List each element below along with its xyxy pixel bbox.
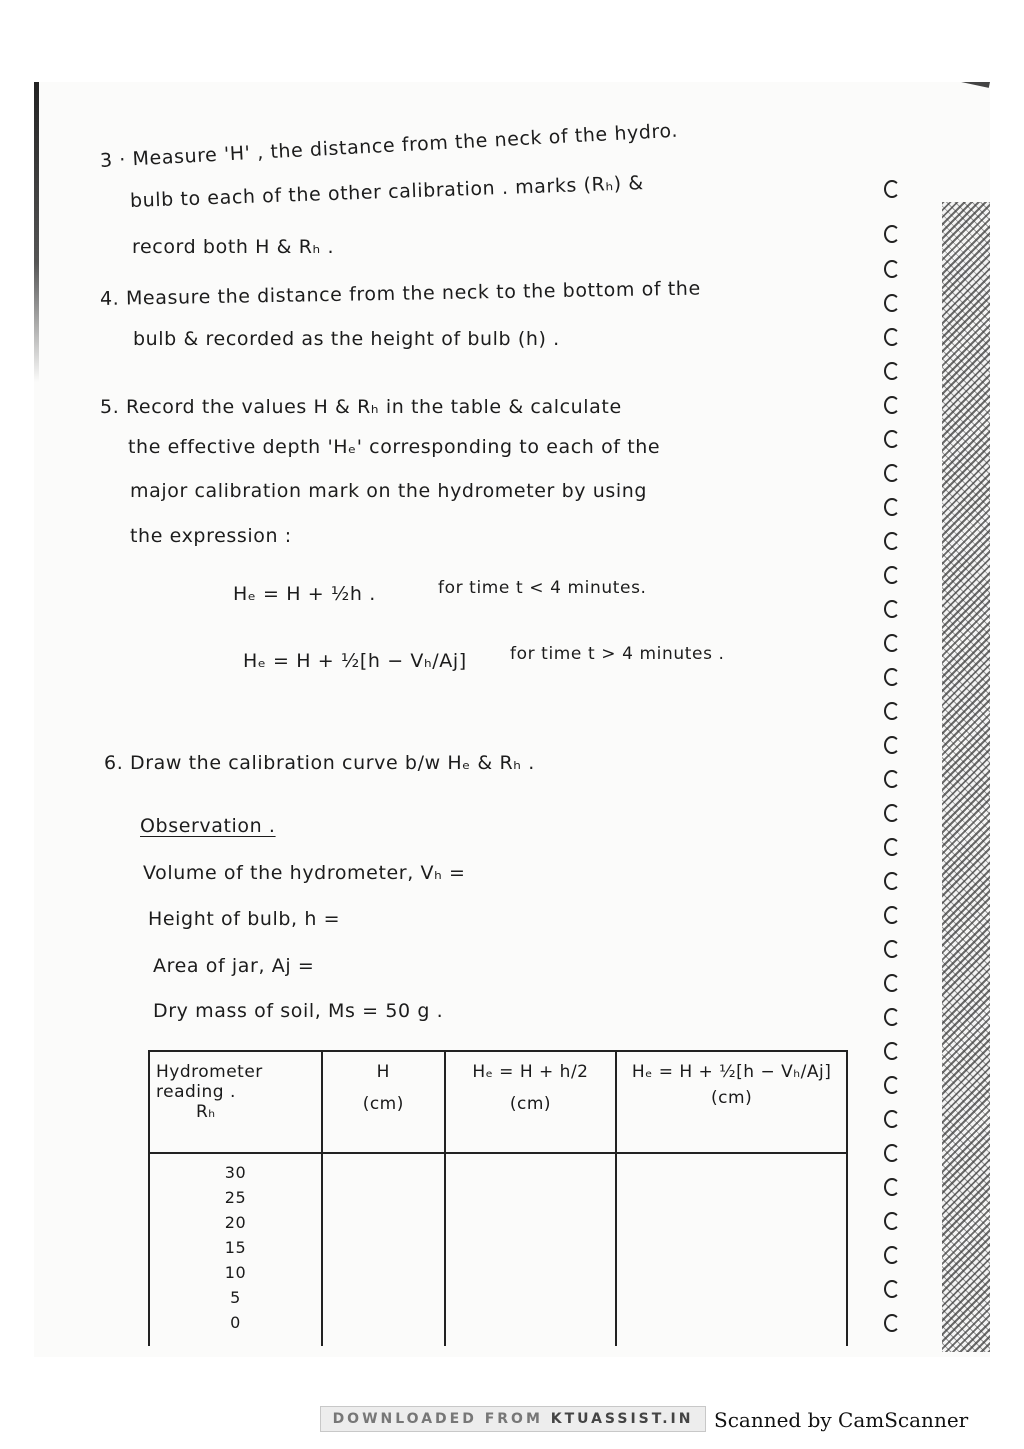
spiral-ring-icon [884,634,900,652]
col-he-long [616,1051,847,1153]
spiral-ring-icon [884,328,900,346]
spiral-ring-icon [884,532,900,550]
spiral-ring-icon [884,1076,900,1094]
reading-value: 5 [230,1288,241,1307]
formula-short-time: Hₑ = H + ½h . [233,583,376,605]
spiral-ring-icon [884,1178,900,1196]
observation-table [148,1050,848,1346]
spiral-ring-icon [884,974,900,992]
spiral-ring-icon [884,1246,900,1264]
spiral-ring-icon [884,668,900,686]
spiral-ring-icon [884,736,900,754]
spiral-ring-icon [884,872,900,890]
readings-cell [149,1153,322,1346]
col-4-line-1: Hₑ = H + ½[h − Vₕ/Aj] [631,1062,832,1082]
spiral-ring-icon [884,396,900,414]
formula-short-time-condition: for time t < 4 minutes. [438,578,647,598]
reading-value: 10 [224,1263,247,1282]
spiral-ring-icon [884,1212,900,1230]
reading-value: 0 [230,1313,241,1332]
reading-value: 30 [224,1163,247,1182]
reading-value: 20 [224,1213,247,1232]
col-hydrometer-reading [149,1051,322,1153]
spiral-ring-icon [884,430,900,448]
observation-bulb-height: Height of bulb, h = [148,908,341,930]
step-4-line-2: bulb & recorded as the height of bulb (h) . [133,328,560,350]
step-4-line-1: 4. Measure the distance from the neck to the bottom of the [99,277,701,310]
col-4-line-2: (cm) [711,1088,753,1108]
spiral-ring-icon [884,1144,900,1162]
step-3-line-3: record both H & Rₕ . [132,236,335,258]
spiral-ring-icon [884,600,900,618]
spiral-ring-icon [884,906,900,924]
spiral-ring-icon [884,180,900,198]
col-he-short [445,1051,617,1153]
col-1-line-2: reading . [156,1082,236,1102]
spiral-ring-icon [884,1314,900,1332]
observation-heading: Observation . [140,815,276,837]
spiral-ring-icon [884,498,900,516]
spiral-ring-icon [884,702,900,720]
formula-long-time-condition: for time t > 4 minutes . [510,644,725,664]
col-h [322,1051,445,1153]
he-long-values-cell [616,1153,847,1346]
step-5-line-2: the effective depth 'Hₑ' corresponding to each of the [128,436,661,458]
spiral-ring-icon [884,770,900,788]
col-3-line-1: Hₑ = H + h/2 [472,1062,589,1082]
observation-volume: Volume of the hydrometer, Vₕ = [143,862,466,884]
col-1-line-1: Hydrometer [156,1062,263,1082]
notebook-edge-hatching [942,202,990,1352]
step-6-line-1: 6. Draw the calibration curve b/w Hₑ & Rₕ . [104,752,535,774]
step-3-line-2: bulb to each of the other calibration . marks (Rₕ) & [129,172,645,212]
he-short-values-cell [445,1153,617,1346]
page-left-edge [34,82,39,382]
download-banner [320,1406,706,1432]
spiral-ring-icon [884,804,900,822]
step-3-line-1: 3 · Measure 'H' , the distance from the neck of the hydro. [99,119,679,172]
table-row [149,1153,847,1346]
table-header-row [149,1051,847,1153]
spiral-binding [878,60,918,1280]
page-corner-shadow [764,82,990,88]
spiral-ring-icon [884,940,900,958]
scanner-watermark: Scanned by CamScanner [714,1408,969,1432]
spiral-ring-icon [884,260,900,278]
banner-brand: KTUASSIST.IN [550,1411,694,1427]
step-5-line-3: major calibration mark on the hydrometer by using [130,480,648,502]
spiral-ring-icon [884,225,900,243]
col-3-line-2: (cm) [509,1094,552,1114]
observation-dry-mass: Dry mass of soil, Ms = 50 g . [153,1000,444,1022]
spiral-ring-icon [884,362,900,380]
spiral-ring-icon [884,464,900,482]
spiral-ring-icon [884,1280,900,1298]
spiral-ring-icon [884,1042,900,1060]
step-5-line-1: 5. Record the values H & Rₕ in the table & calculate [100,396,622,418]
spiral-ring-icon [884,566,900,584]
observation-jar-area: Area of jar, Aj = [153,955,315,977]
reading-value: 25 [224,1188,247,1207]
reading-value: 15 [224,1238,247,1257]
spiral-ring-icon [884,294,900,312]
col-2-line-1: H [376,1062,390,1082]
col-2-line-2: (cm) [362,1094,404,1114]
col-1-line-3: Rₕ [196,1102,216,1122]
spiral-ring-icon [884,1110,900,1128]
h-values-cell [322,1153,445,1346]
spiral-ring-icon [884,838,900,856]
step-5-line-4: the expression : [130,525,292,547]
formula-long-time: Hₑ = H + ½[h − Vₕ/Aj] [243,650,467,672]
spiral-ring-icon [884,1008,900,1026]
banner-prefix: DOWNLOADED FROM [332,1411,551,1427]
